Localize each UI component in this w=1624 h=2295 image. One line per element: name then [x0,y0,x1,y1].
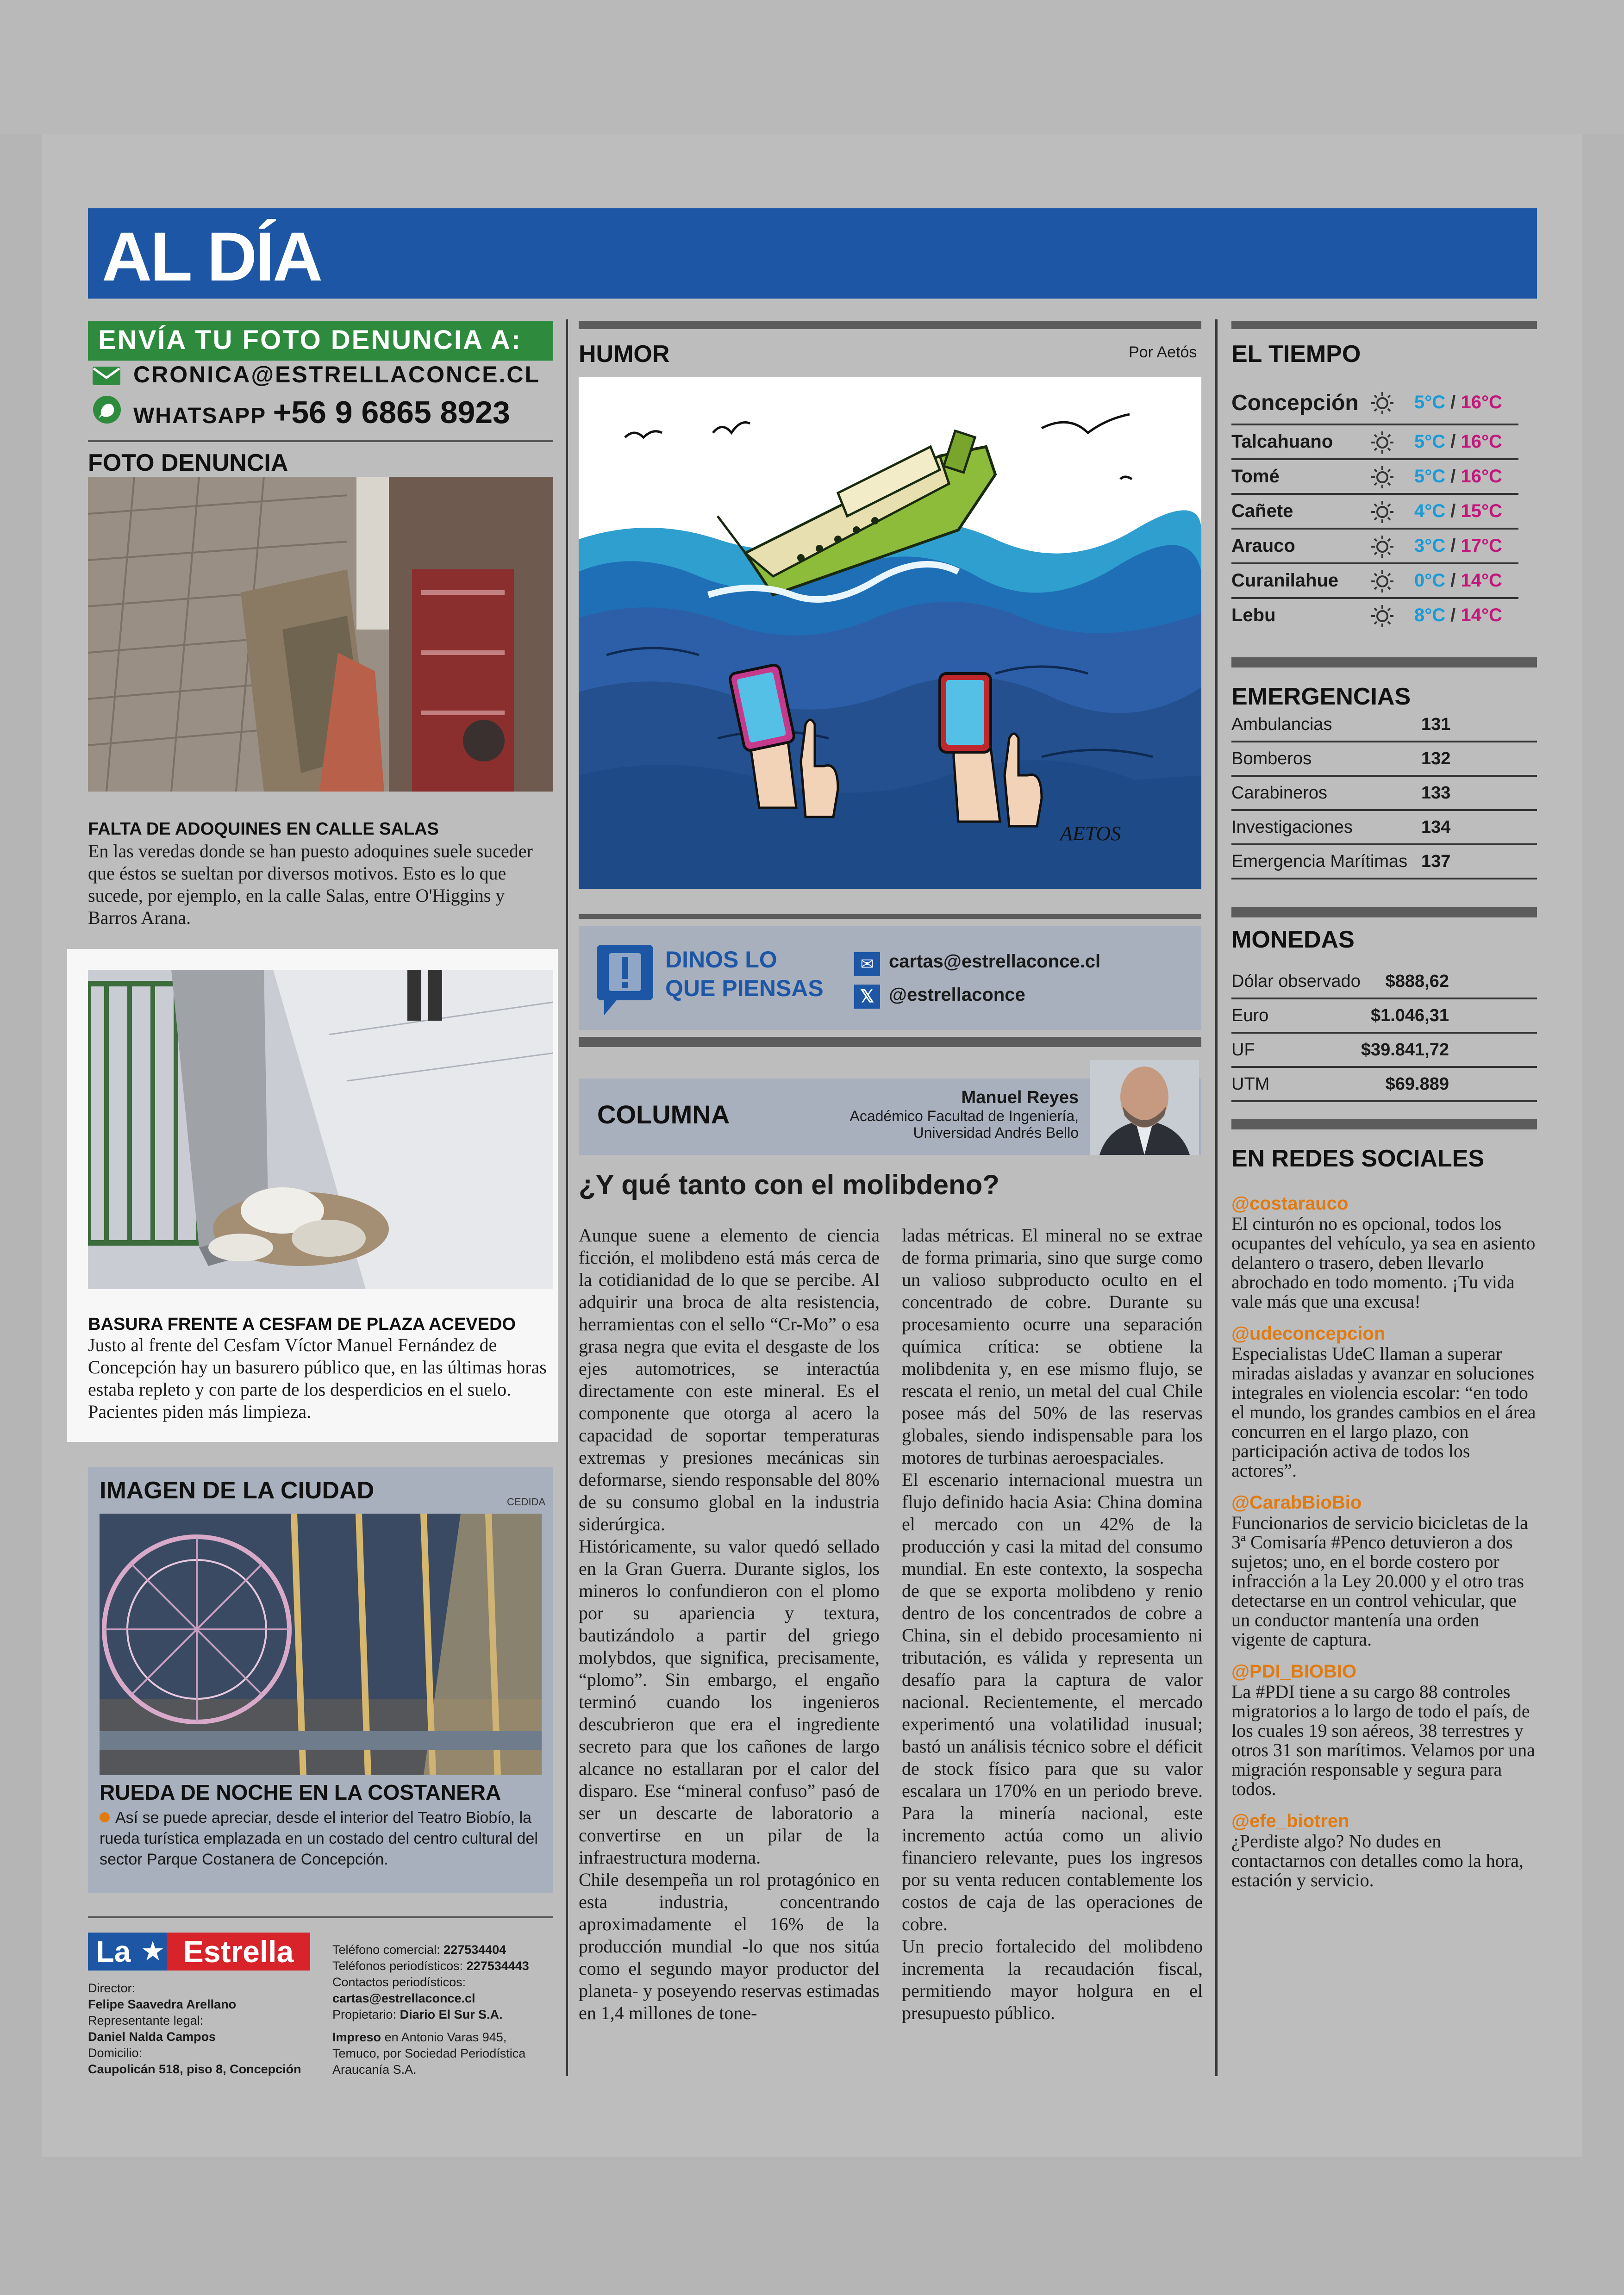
partly-sunny-icon [1370,391,1394,415]
col1-para1: Aunque suene a elemento de ciencia ficción, el molibdeno está más cerca de la cotidianidad de lo que se percibe. Al adquirir una broca de alta resistencia, herramientas con el sello “Cr-Mo” o esa grasa negra que evita el desgaste de los ejes automotrices, se interactúa directamente con este mineral. Es el componente que otorga al acero la capacidad de soportar temperaturas extremas y presiones mecánicas sin deformarse, siendo responsable del 80% de su consumo global en la industria siderúrgica. [579,1225,880,1534]
whatsapp-number: +56 9 6865 8923 [273,395,510,430]
weather-city: Tomé [1231,466,1280,486]
emergencias-title: EMERGENCIAS [1231,683,1411,710]
social-handle[interactable]: @PDI_BIOBIO [1231,1661,1357,1682]
cartoon-signature: AETOS [1060,822,1121,845]
print-label: Impreso [332,2030,381,2044]
dinos-title-line2: QUE PIENSAS [665,975,824,1001]
weather-temp: 3°C / 17°C [1414,536,1502,556]
foto-denuncia-banner-text: ENVÍA TU FOTO DENUNCIA A: [98,325,522,355]
currency-row [1231,1034,1537,1068]
estrella-logo [88,1933,310,1971]
section-bar [1231,657,1537,667]
columnist-photo [1090,1060,1199,1155]
emergency-label: Emergencia Marítimas [1231,852,1408,871]
weather-temp: 4°C / 15°C [1414,501,1502,521]
emergency-label: Bomberos [1231,749,1312,768]
currency-value: $1.046,31 [1370,1006,1449,1025]
item1-text: En las veredas donde se han puesto adoquines suele suceder que éstos se sueltan por diversos motivos. Esto es lo que sucede, por ejemplo, en la calle Salas, entre O'Higgins y Barros Arana. [88,841,533,928]
tel-per-label: Teléfonos periodísticos: [332,1959,463,1973]
speech-alert-icon [595,943,655,1017]
currency-label: UTM [1231,1074,1270,1094]
weather-row [1231,495,1518,530]
print-text: en Antonio Varas 945, Temuco, por Sociedad Periodística Araucanía S.A. [332,2030,526,2077]
denuncia-email[interactable]: CRONICA@ESTRELLACONCE.CL [133,362,541,387]
partly-sunny-icon [1370,500,1394,524]
city-caption-title: RUEDA DE NOCHE EN LA COSTANERA [100,1780,501,1804]
x-twitter-icon: 𝕏 [854,985,880,1009]
columna-label: COLUMNA [597,1100,730,1129]
weather-row [1231,461,1518,495]
owner-label: Propietario: [332,2008,397,2021]
weather-row [1231,565,1518,599]
masthead-staff [88,1980,329,2077]
social-text: El cinturón no es opcional, todos los ocupantes del vehículo, ya sea en asiento delantero o trasero, deben llevarlo abrochado en todo momento. ¡Tu vida vale más que una excusa! [1231,1213,1536,1312]
emergency-number: 133 [1421,783,1451,803]
emergency-row [1231,777,1537,811]
rep-label: Representante legal: [88,2014,204,2027]
temp-max: 16°C [1461,392,1502,412]
tel-com: 227534404 [443,1943,506,1957]
currency-value: $888,62 [1385,972,1449,991]
column-headline: ¿Y qué tanto con el molibdeno? [579,1169,999,1200]
emergency-label: Ambulancias [1231,715,1332,734]
currency-row [1231,965,1537,999]
weather-temp: 5°C / 16°C [1414,392,1502,412]
ferris-wheel-photo [100,1514,542,1775]
weather-city: Concepción [1231,391,1359,415]
temp-min: 0°C [1414,570,1446,591]
section-bar [1231,321,1537,329]
masthead-contact [332,1942,555,2078]
mail-icon [92,366,121,386]
weather-row [1231,599,1518,632]
col2-para1: ladas métricas. El mineral no se extrae de forma primaria, sino que surge como un valioso subproducto oculto en el concentrado de cobre. Durante su procesamiento ocurre una separación química crítica: se obtiene la molibdenita y, en ese mismo flujo, se rescata el renio, un metal del cual Chile posee más del 50% de las reservas globales, siendo indispensable para los motores de turbinas aeroespaciales. [902,1225,1203,1468]
social-handle[interactable]: @efe_biotren [1231,1811,1349,1831]
emergency-row [1231,708,1537,742]
dinos-email[interactable]: cartas@estrellaconce.cl [889,951,1101,972]
columnist-role-1: Académico Facultad de Ingeniería, [849,1108,1079,1124]
whatsapp-label: WHATSAPP [133,404,267,428]
partly-sunny-icon [1370,465,1394,489]
weather-city: Talcahuano [1231,431,1333,452]
emergency-row [1231,811,1537,845]
owner: Diario El Sur S.A. [400,2008,503,2021]
column-separator [566,319,568,2076]
divider [88,440,553,442]
section-bar [1231,1119,1537,1129]
social-post [1231,1492,1537,1649]
temp-max: 15°C [1461,501,1502,521]
whatsapp-line[interactable] [133,394,510,430]
col1-para2: Históricamente, su valor quedó sellado en la Gran Guerra. Durante siglos, los mineros lo confundieron con el plomo por su apariencia y textura, bautizándolo a partir del griego molybdos, que significa, precisamente, “plomo”. Sin embargo, el engaño terminó cuando los ingenieros descubrieron que era el ingrediente secreto para que los cañones de largo alcance no estallaran por el calor del disparo. Ese “mineral confuso” pasó de ser un descarte de laboratorio a convertirse en un pilar de la infraestructura moderna. [579,1536,880,1868]
partly-sunny-icon [1370,535,1394,559]
foto-denuncia-title: FOTO DENUNCIA [88,449,288,476]
social-feed [1231,1193,1537,1890]
column-text-col1 [579,1224,880,2024]
currency-value: $69.889 [1385,1074,1449,1094]
humor-author: Por Aetós [1129,343,1197,361]
weather-temp: 5°C / 16°C [1414,466,1502,486]
col2-para2: El escenario internacional muestra un flujo definido hacia Asia: China domina el mercado con un 42% de la producción y casi la mitad del consumo mundial. En este contexto, la sospecha de que se exporta molibdeno y renio dentro de los concentrados de cobre a China, sin el debido procesamiento ni tributación, es válida y representa un desafío para la captura de valor nacional. Recientemente, el mercado experimentó una volatilidad inusual; bastó un análisis técnico sobre el déficit de stock físico para que su valor escalara un 170% en un periodo breve. Para la minería nacional, este incremento actúa como un alivio financiero relevante, pues los ingresos por su venta reducen contablemente los costos de caja de las operaciones de cobre. [902,1469,1203,1934]
emergency-number: 132 [1421,749,1451,768]
temp-max: 16°C [1461,431,1502,452]
contacts-label: Contactos periodísticos: [332,1975,466,1989]
tel-com-label: Teléfono comercial: [332,1943,440,1957]
social-post [1231,1193,1537,1311]
col2-para3: Un precio fortalecido del molibdeno incrementa la recaudación fiscal, permitiendo mayor holgura en el presupuesto público. [902,1936,1203,2023]
temp-min: 3°C [1414,536,1446,556]
emergency-number: 131 [1421,715,1451,734]
emergency-label: Investigaciones [1231,817,1353,837]
dinos-twitter[interactable]: @estrellaconce [889,985,1025,1005]
emergency-label: Carabineros [1231,783,1327,803]
social-text: Especialistas UdeC llaman a superar miradas aisladas y avanzar en soluciones integrales en violencia escolar: “en todo el mundo, los grandes cambios en el área concurren en el largo plazo, con participación activa de todos los actores”. [1231,1343,1536,1481]
social-text: La #PDI tiene a su cargo 88 controles migratorios a lo largo de todo el país, de los cuales 19 son aéreos, 38 terrestres y otros 31 son marítimos. Velamos por una migración responsable y segura para todos. [1231,1681,1535,1799]
logo-estrella: Estrella [167,1933,310,1971]
social-post [1231,1661,1537,1799]
viewer-top-strip [0,0,1624,134]
weather-city: Cañete [1231,501,1293,521]
item1-title: FALTA DE ADOQUINES EN CALLE SALAS [88,819,439,839]
currency-label: UF [1231,1040,1255,1060]
social-text: ¿Perdiste algo? No dudes en contactarnos con detalles como la hora, estación y servicio. [1231,1831,1524,1890]
section-bar [579,1037,1201,1047]
emergency-row [1231,742,1537,777]
currency-row [1231,1068,1537,1102]
photo-credit: CEDIDA [507,1496,546,1508]
temp-min: 5°C [1414,431,1446,452]
divider [88,1916,553,1918]
contacts-email[interactable]: cartas@estrellaconce.cl [332,1991,475,2005]
weather-row [1231,530,1518,564]
temp-min: 4°C [1414,501,1446,521]
whatsapp-icon [92,394,122,425]
emergency-number: 134 [1421,817,1451,837]
partly-sunny-icon [1370,569,1394,593]
temp-max: 16°C [1461,466,1502,486]
dom-address: Caupolicán 518, piso 8, Concepción [88,2062,301,2076]
social-handle[interactable]: @CarabBioBio [1231,1492,1362,1513]
currency-label: Dólar observado [1231,972,1361,991]
section-title: AL DÍA [102,218,321,295]
temp-min: 5°C [1414,466,1446,486]
weather-city: Lebu [1231,605,1276,625]
star-icon: ★ [139,1933,167,1971]
foto-denuncia-banner [88,321,553,361]
imagen-ciudad-title: IMAGEN DE LA CIUDAD [100,1477,375,1504]
director-label: Director: [88,1981,136,1995]
city-caption-text: Así se puede apreciar, desde el interior del Teatro Biobío, la rueda turística emplazada en un costado del centro cultural del sector Parque Costanera de Concepción. [100,1809,538,1868]
social-handle[interactable]: @udeconcepcion [1231,1323,1386,1344]
redes-title: EN REDES SOCIALES [1231,1145,1485,1172]
currency-label: Euro [1231,1006,1269,1025]
humor-title: HUMOR [579,341,670,368]
weather-city: Arauco [1231,536,1295,556]
director-name: Felipe Saavedra Arellano [88,1997,237,2011]
weather-row [1231,426,1518,460]
section-bar [579,914,1201,919]
dinos-title [665,945,824,1003]
dinos-title-line1: DINOS LO [665,947,777,973]
sidewalk-photo [88,477,553,792]
columnist-info [833,1088,1079,1141]
rep-name: Daniel Nalda Campos [88,2030,216,2044]
social-handle[interactable]: @costarauco [1231,1193,1349,1214]
columnist-role-2: Universidad Andrés Bello [913,1124,1079,1141]
section-bar [579,321,1201,329]
weather-city: Curanilahue [1231,570,1339,591]
emergency-row [1231,845,1537,879]
logo-la: La [88,1933,139,1971]
item2-text: Justo al frente del Cesfam Víctor Manuel Fernández de Concepción hay un basurero público que, en las últimas horas estaba repleto y con parte de los desperdicios en el suelo. Pacientes piden más limpieza. [88,1335,547,1422]
social-text: Funcionarios de servicio bicicletas de la 3ª Comisaría #Penco detuvieron a dos sujetos; uno, en el borde costero por infracción a la Ley 20.000 y el otro tras detectarse en un control vehicular, que un conductor mantenía una orden vigente de captura. [1231,1512,1528,1650]
weather-temp: 5°C / 16°C [1414,431,1502,452]
section-bar [1231,907,1537,917]
weather-row [1231,387,1518,425]
col1-para3: Chile desempeña un rol protagónico en esta industria, concentrando aproximadamente el 16% de la producción mundial -lo que nos sitúa como el segundo mayor productor del planeta- y poseyendo reservas estimadas en 1,4 millones de tone- [579,1869,880,2023]
weather-temp: 8°C / 14°C [1414,605,1502,625]
temp-max: 17°C [1461,536,1502,556]
columnist-name: Manuel Reyes [961,1088,1079,1107]
temp-min: 8°C [1414,605,1446,625]
temp-max: 14°C [1461,570,1502,591]
item2-title: BASURA FRENTE A CESFAM DE PLAZA ACEVEDO [88,1315,516,1334]
dom-label: Domicilio: [88,2046,143,2060]
humor-cartoon [579,377,1201,889]
monedas-title: MONEDAS [1231,926,1355,953]
temp-min: 5°C [1414,392,1446,412]
currency-value: $39.841,72 [1361,1040,1449,1060]
trash-photo [88,970,553,1289]
section-banner [88,208,1537,299]
sunny-icon [1370,604,1394,628]
emergency-number: 137 [1421,852,1451,871]
temp-max: 14°C [1461,605,1502,625]
weather-temp: 0°C / 14°C [1414,570,1502,591]
column-text-col2 [902,1224,1203,2024]
social-post [1231,1323,1537,1480]
column-separator [1215,319,1218,2076]
social-post [1231,1811,1537,1890]
mail-icon: ✉ [854,952,880,976]
tel-per: 227534443 [466,1959,529,1973]
tiempo-title: EL TIEMPO [1231,341,1361,368]
partly-sunny-icon [1370,430,1394,455]
currency-row [1231,999,1537,1034]
